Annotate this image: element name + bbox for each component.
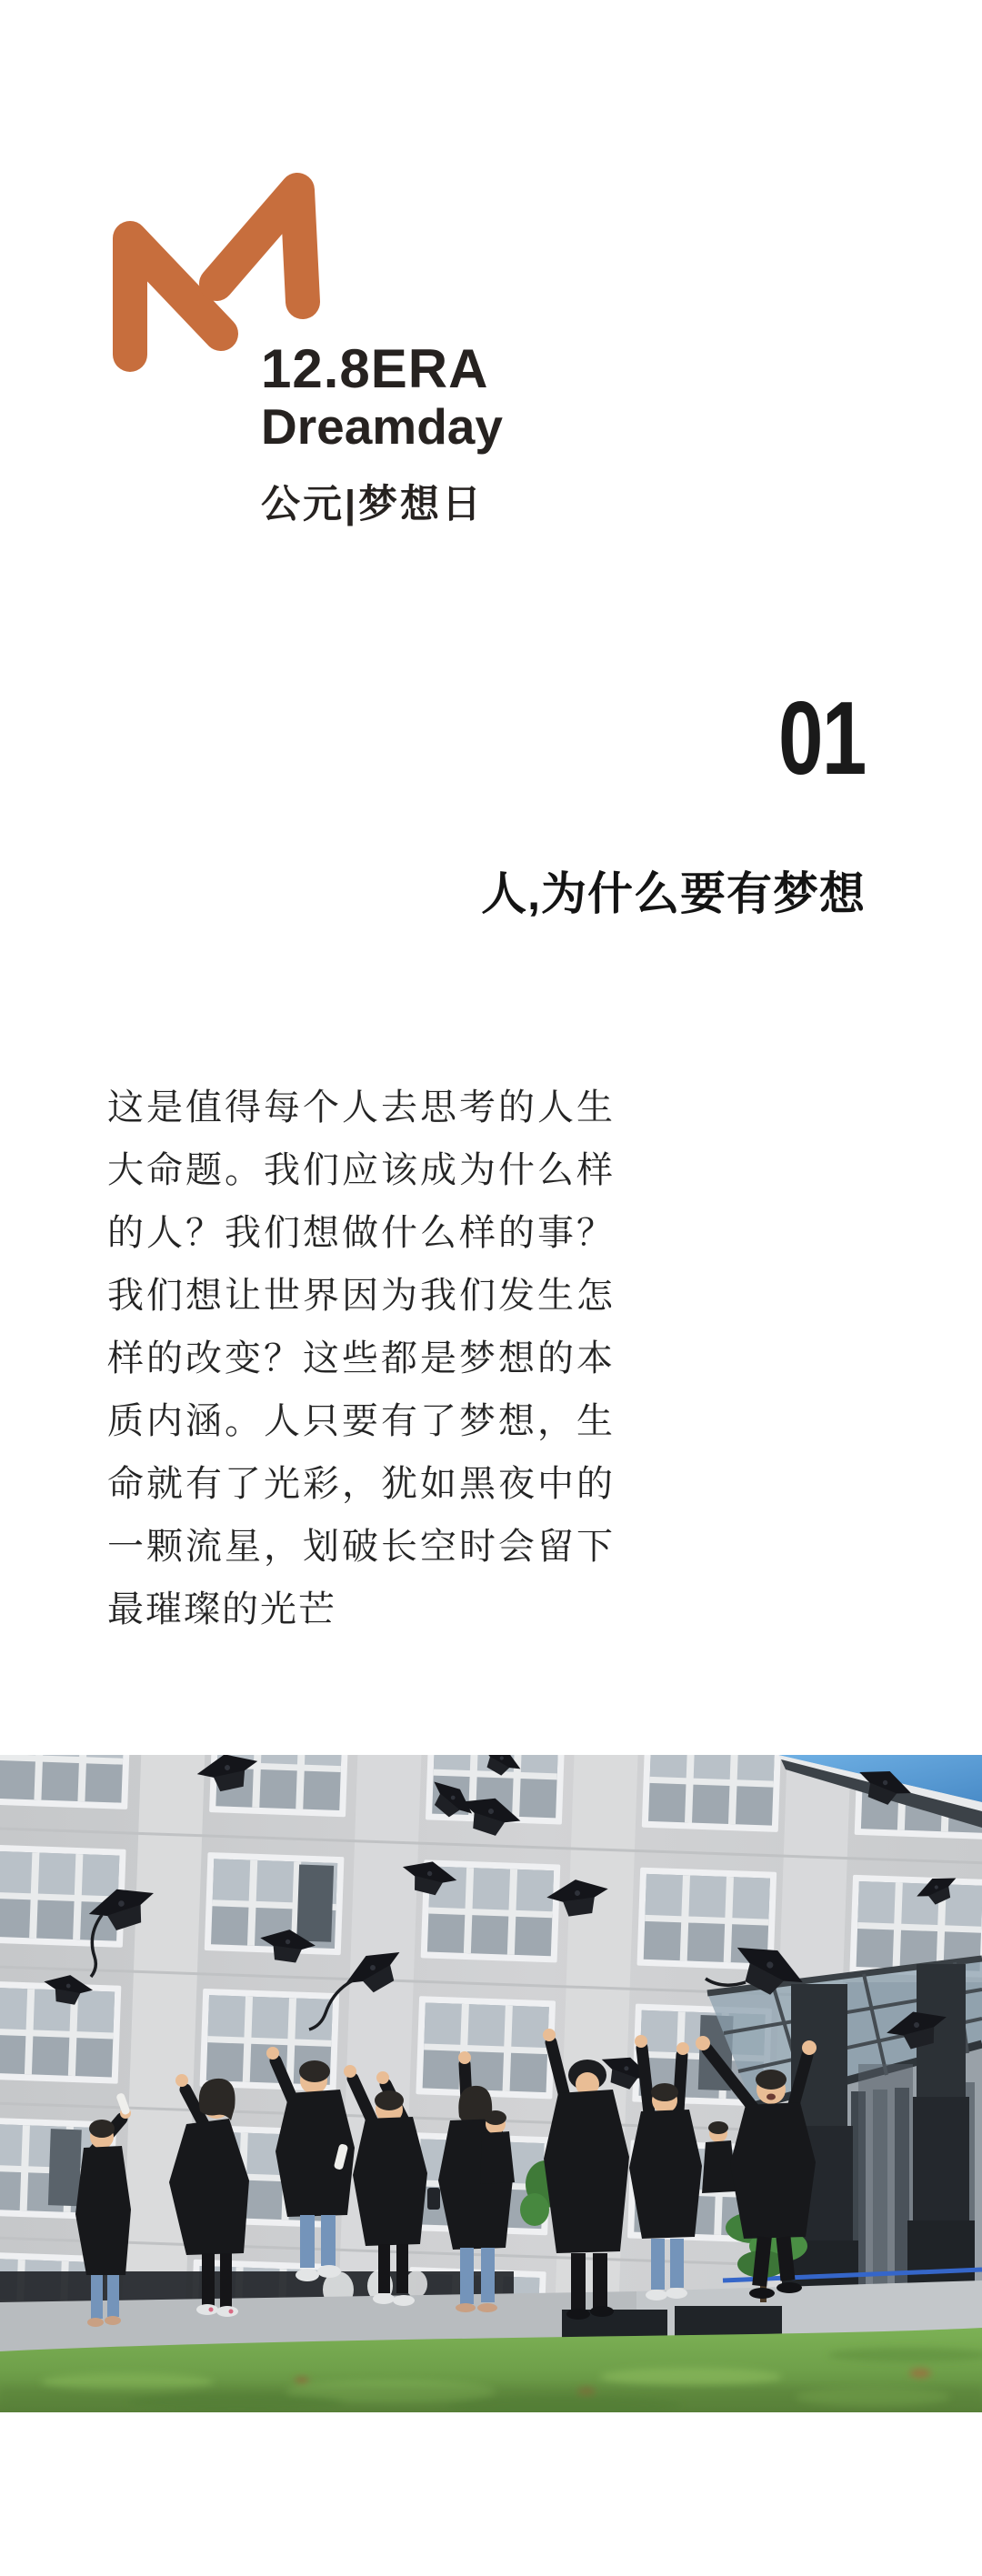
- logo-date-text: 12.8ERA: [261, 338, 489, 399]
- section-title: 人,为什么要有梦想: [481, 868, 866, 919]
- logo-name-text: Dreamday: [261, 398, 503, 455]
- graduation-photo-canvas: [0, 1755, 982, 2412]
- graduation-photo: [0, 1755, 982, 2412]
- logo-chinese-text: 公元|梦想日: [261, 483, 485, 526]
- section-number: 01: [778, 681, 866, 797]
- body-paragraph: 这是值得每个人去思考的人生大命题。我们应该成为什么样的人？我们想做什么样的事？我们想让世界因为我们发生怎样的改变？这些都是梦想的本质内涵。人只要有了梦想，生命就有了光彩，犹如黑夜中的一颗流星，划破长空时会留下最璀璨的光芒: [107, 1088, 615, 1629]
